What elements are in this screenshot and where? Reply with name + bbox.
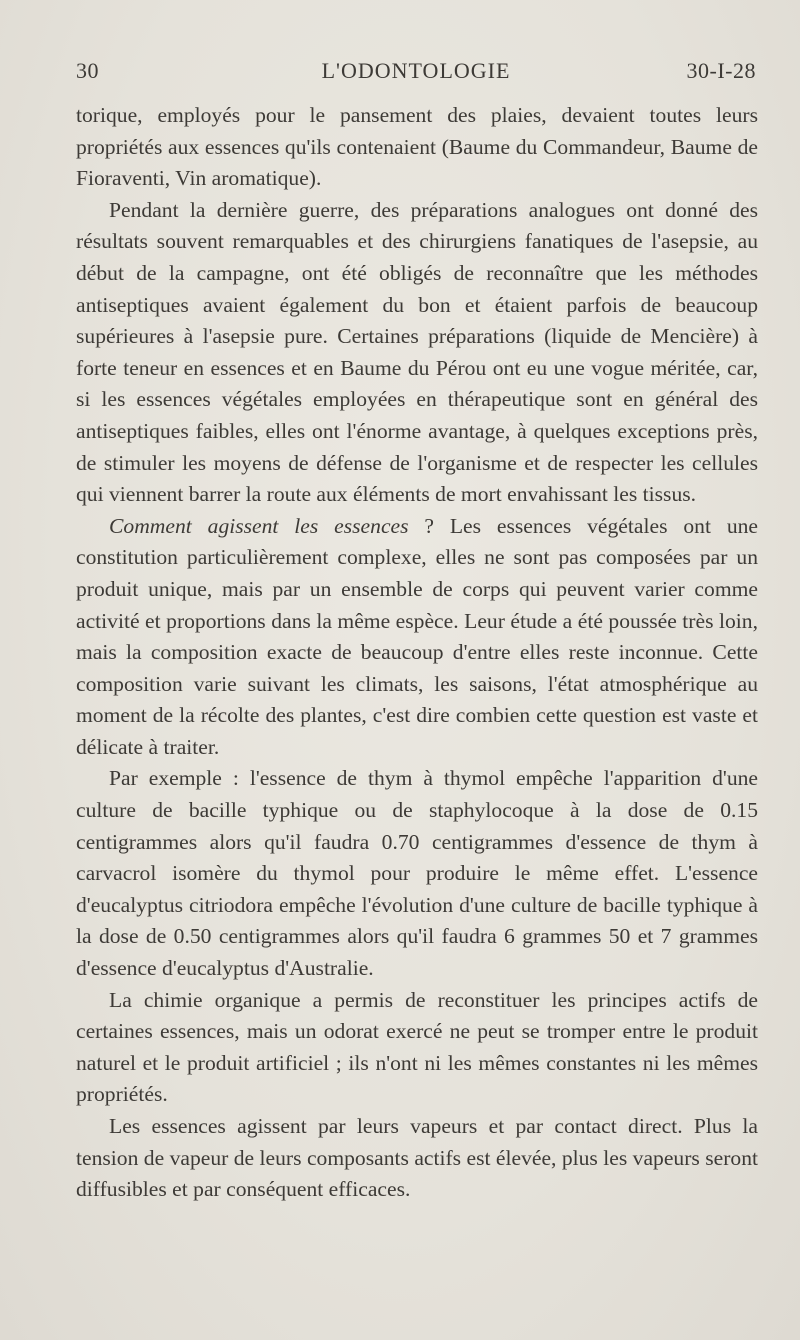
paragraph-continuation: torique, employés pour le pansement des plaies, devaient toutes leurs propriétés aux essences qu'ils contenaient (Baume du Commandeur, Baume de Fioraventi, Vin aromatique). — [76, 103, 758, 191]
paragraph-vapours: Les essences agissent par leurs vapeurs et par contact direct. Plus la tension de vapeur de leurs composants actifs est élevée, plus les vapeurs seront diffusibles et par conséquent efficaces. — [76, 1114, 758, 1202]
running-header — [76, 58, 756, 90]
page-number: 30 — [76, 58, 99, 83]
paragraph-example-thyme: Par exemple : l'essence de thym à thymol empêche l'apparition d'une culture de bacille typhique ou de staphylocoque à la dose de 0.15 centigrammes alors qu'il faudra 0.70 centigrammes d'essence de thym à carvacrol isomère du thymol pour produire le même effet. L'essence d'eucalyptus citriodora empêche l'évolution d'une culture de bacille typhique à la dose de 0.50 centigrammes alors qu'il faudra 6 grammes 50 et 7 grammes d'essence d'eucalyptus d'Australie. — [76, 766, 758, 981]
journal-title: L'ODONTOLOGIE — [321, 58, 511, 83]
article-body — [76, 100, 758, 1206]
paragraph-how-essences-act — [76, 511, 758, 764]
paragraph-text: ? Les essences végétales ont une constitution particulièrement complexe, elles ne sont pas composées par un produit unique, mais par un ensemble de corps qui peuvent varier comme activité et proportions dans la même espèce. Leur étude a été poussée très loin, mais la composition exacte de beaucoup d'entre elles reste inconnue. Cette composition varie suivant les climats, les saisons, l'état atmosphérique au moment de la récolte des plantes, c'est dire combien cette question est vaste et délicate à traiter. — [76, 513, 758, 759]
paragraph-war-preparations: Pendant la dernière guerre, des préparations analogues ont donné des résultats souvent remarquables et des chirurgiens fanatiques de l'asepsie, au début de la campagne, ont été obligés de reconnaître que les méthodes antiseptiques avaient également du bon et étaient parfois de beaucoup supérieures à l'asepsie pure. Certaines préparations (liquide de Mencière) à forte teneur en essences et en Baume du Pérou ont eu une vogue méritée, car, si les essences végétales employées en thérapeutique sont en général des antiseptiques faibles, elles ont l'énorme avantage, à quelques exceptions près, de stimuler les moyens de défense de l'organisme et de respecter les cellules qui viennent barrer la route aux éléments de mort envahissant les tissus. — [76, 197, 758, 507]
italic-question: Comment agissent les essences — [109, 513, 409, 538]
issue-date: 30-I-28 — [686, 58, 756, 83]
paragraph-organic-chemistry: La chimie organique a permis de reconstituer les principes actifs de certaines essences, mais un odorat exercé ne peut se tromper entre le produit naturel et le produit artificiel ; ils n'ont ni les mêmes constantes ni les mêmes propriétés. — [76, 987, 758, 1107]
